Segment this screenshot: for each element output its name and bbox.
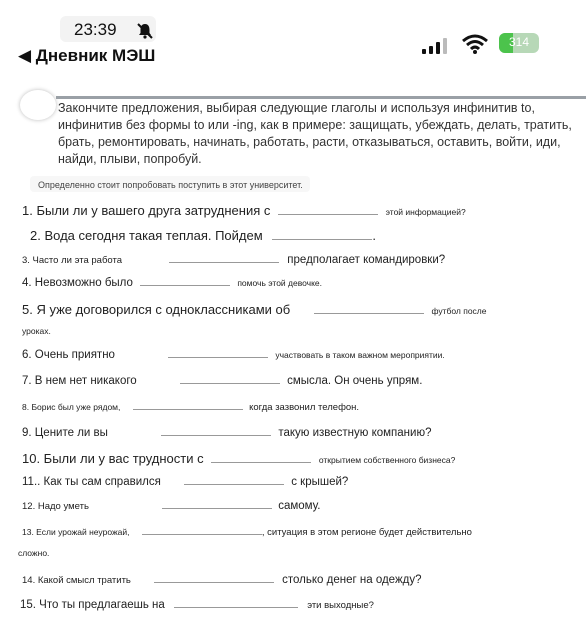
sentence-text: помочь этой девочке. <box>237 278 323 288</box>
sentence-10 <box>22 451 455 466</box>
sentence-text: 6. Очень приятно <box>22 349 115 361</box>
sentence-1 <box>22 203 466 218</box>
sentence-text: , ситуация в этом регионе будет действительно <box>261 527 472 538</box>
divider <box>56 96 586 99</box>
battery-level: 314 <box>509 35 530 49</box>
back-button[interactable]: ◀ Дневник МЭШ <box>18 46 156 65</box>
answer-blank[interactable] <box>154 581 274 583</box>
sentence-text: с крышей? <box>291 476 349 488</box>
answer-blank[interactable] <box>169 261 279 263</box>
example-sentence: Определенно стоит попробовать поступить в этот университет. <box>38 180 303 190</box>
wifi-icon <box>462 34 488 54</box>
sentence-text: 1. Были ли у вашего друга затруднения с <box>22 203 271 218</box>
answer-blank[interactable] <box>161 434 271 436</box>
sentence-text: 14. Какой смысл тратить <box>22 575 131 586</box>
sentence-3 <box>22 254 445 266</box>
sentence-text: футбол после <box>431 306 487 316</box>
bell-muted-icon <box>136 22 154 40</box>
answer-blank[interactable] <box>140 284 230 286</box>
sentence-text: 9. Цените ли вы <box>22 427 108 439</box>
sentence-text: столько денег на одежду? <box>282 574 422 586</box>
task-instruction: Закончите предложения, выбирая следующие глаголы и используя инфинитив to, инфинитив без формы to или -ing, как в примере: защищать, убеждать, делать, тратить, брать, ремонтировать, начинать, работать, расти, отказываться, оставить, войти, иди, найди, плыви, попробуй. <box>58 101 572 166</box>
sentence-14 <box>22 574 422 586</box>
answer-blank[interactable] <box>278 213 378 215</box>
sentence-text: открытием собственного бизнеса? <box>318 455 456 465</box>
sentence-12 <box>22 500 320 512</box>
answer-blank[interactable] <box>142 533 262 535</box>
sentence-text: 10. Были ли у вас трудности с <box>22 451 204 466</box>
sentence-5 <box>22 302 487 317</box>
sentence-text: 11.. Как ты сам справился <box>22 476 161 488</box>
avatar-blob <box>20 90 56 120</box>
sentence-text: 13. Если урожай неурожай, <box>22 527 130 537</box>
sentence-4 <box>22 277 322 289</box>
sentence-text: такую известную компанию? <box>278 427 432 439</box>
clock: 23:39 <box>74 20 117 39</box>
sentence-6 <box>22 349 445 361</box>
sentence-text: 2. Вода сегодня такая теплая. Пойдем <box>30 228 263 243</box>
sentence-13-continuation: сложно. <box>18 548 50 558</box>
sentence-text: . <box>372 228 376 243</box>
sentence-5-continuation: уроках. <box>22 326 51 336</box>
sentence-text: участвовать в таком важном мероприятии. <box>275 350 445 360</box>
sentence-8 <box>22 402 359 413</box>
answer-blank[interactable] <box>162 507 272 509</box>
answer-blank[interactable] <box>272 238 372 240</box>
sentence-9 <box>22 427 431 439</box>
sentence-15 <box>20 599 374 611</box>
sentence-text: 15. Что ты предлагаешь на <box>20 599 165 611</box>
sentence-text: 5. Я уже договорился с одноклассниками об <box>22 302 291 317</box>
answer-blank[interactable] <box>174 606 298 608</box>
signal-icon <box>422 38 450 54</box>
sentence-text: 4. Невозможно было <box>22 277 133 289</box>
sentence-text: 3. Часто ли эта работа <box>22 255 123 266</box>
sentence-13 <box>22 527 472 538</box>
answer-blank[interactable] <box>133 408 243 410</box>
answer-blank[interactable] <box>180 382 280 384</box>
answer-blank[interactable] <box>184 483 284 485</box>
sentence-2 <box>30 228 376 243</box>
sentence-7 <box>22 375 422 387</box>
sentence-text: самому. <box>278 500 321 512</box>
sentence-text: этой информацией? <box>385 207 466 217</box>
answer-blank[interactable] <box>211 461 311 463</box>
sentence-text: 8. Борис был уже рядом, <box>22 402 121 412</box>
answer-blank[interactable] <box>168 356 268 358</box>
sentence-text: смысла. Он очень упрям. <box>287 375 423 387</box>
sentence-text: 12. Надо уметь <box>22 501 89 512</box>
sentence-text: когда зазвонил телефон. <box>249 402 360 413</box>
battery-indicator <box>499 33 539 53</box>
sentence-text: предполагает командировки? <box>287 254 446 266</box>
sentence-text: эти выходные? <box>307 600 374 611</box>
sentence-text: 7. В нем нет никакого <box>22 375 137 387</box>
answer-blank[interactable] <box>314 312 424 314</box>
sentence-11 <box>22 476 348 488</box>
